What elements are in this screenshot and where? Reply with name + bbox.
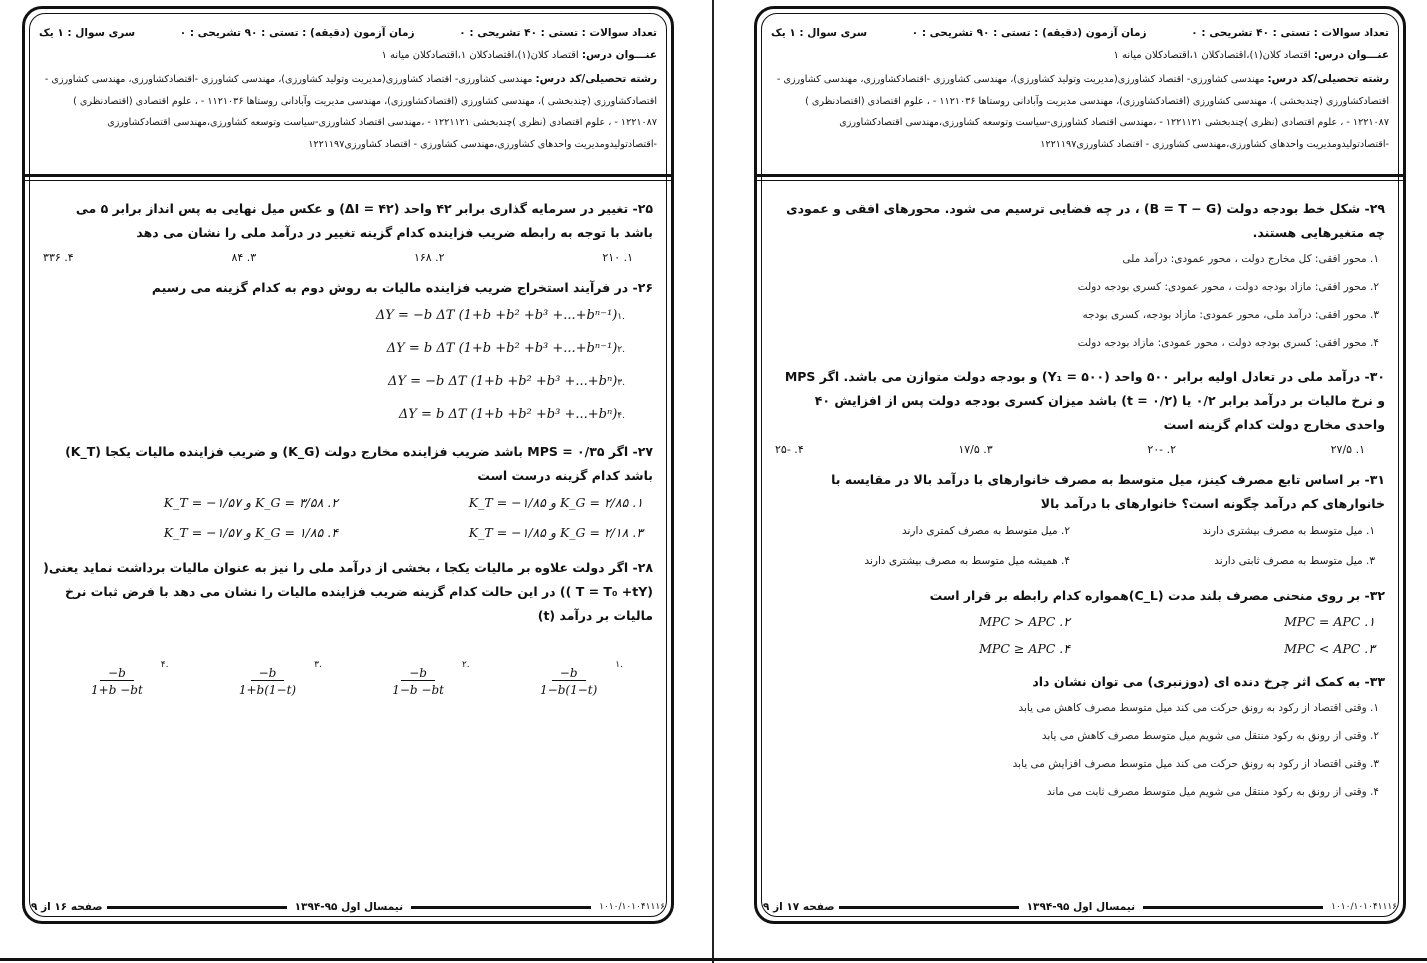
- semester-label: نیمسال اول ۹۵-۱۳۹۴: [294, 901, 404, 913]
- course-title-label: عنـــوان درس:: [1313, 49, 1389, 61]
- footer-bar: [411, 906, 591, 909]
- option[interactable]: ۲. ۱۶۸: [413, 251, 445, 264]
- exam-page-right: [754, 6, 1406, 924]
- exam-code: ۱۰۱۰/۱۰۱۰۴۱۱۱۶: [599, 902, 665, 912]
- header-row: [771, 27, 1389, 39]
- option[interactable]: ۲. K_G = ۳/۵۸ و K_T = −۱/۵۷: [163, 495, 338, 510]
- fraction-option[interactable]: [384, 660, 470, 697]
- semester-label: نیمسال اول ۹۵-۱۳۹۴: [1026, 901, 1136, 913]
- question-32: ۳۲- بر روی منحنی مصرف بلند مدت (C_L)همواره کدام رابطه بر قرار است: [929, 588, 1385, 603]
- option[interactable]: ۳. وقتی اقتصاد از رکود به رونق حرکت می کند میل متوسط مصرف افزایش می یابد: [1012, 758, 1379, 770]
- denominator: 1−b −bt: [392, 683, 444, 697]
- fields-label: رشته تحصیلی/کد درس:: [535, 73, 657, 85]
- equation-text: ΔY = b ΔT (1+b +b² +b³ +...+bⁿ⁻¹): [386, 341, 618, 356]
- option[interactable]: ۲. محور افقی: مازاد بودجه دولت ، محور عمودی: کسری بودجه دولت: [1077, 281, 1379, 293]
- numerator: −b: [100, 666, 134, 681]
- options-grid: [775, 608, 1385, 662]
- option-number: ۲.: [617, 345, 625, 355]
- exam-page-left: [22, 6, 674, 924]
- option[interactable]: ۴. ۳۳۶: [43, 251, 74, 264]
- option[interactable]: ۳. K_G = ۲/۱۸ و K_T = −۱/۸۵: [468, 525, 643, 540]
- option[interactable]: ۴. وقتی از رونق به رکود منتقل می شویم میل متوسط مصرف ثابت می ماند: [1046, 786, 1379, 798]
- page-number: صفحه ۱۶ از ۹: [31, 901, 103, 913]
- question-31: ۳۱- بر اساس تابع مصرف کینز، میل متوسط به مصرف خانوارهای با درآمد بالا در مقایسه با خانوارهای کم درآمد چگونه است؟ خانوارهای با درآمد بالا: [831, 472, 1385, 511]
- page-header: [25, 9, 671, 177]
- fraction: [231, 666, 304, 697]
- option[interactable]: ۳. ۱۷/۵: [958, 443, 993, 456]
- fraction-option[interactable]: [532, 660, 623, 697]
- fraction: [532, 666, 605, 697]
- exam-code: ۱۰۱۰/۱۰۱۰۴۱۱۱۶: [1331, 902, 1397, 912]
- option-number: ۳.: [314, 660, 322, 670]
- options-row: [43, 245, 653, 268]
- question-33: ۳۳- به کمک اثر چرخ دنده ای (دوزنبری) می توان نشان داد: [1032, 674, 1385, 689]
- equation-option[interactable]: [43, 300, 653, 333]
- equation-option[interactable]: [43, 333, 653, 366]
- option[interactable]: ۴. MPC ≥ APC: [979, 641, 1070, 656]
- question-27: ۲۷- اگر MPS = ۰/۳۵ باشد ضریب فزاینده مخارج دولت (K_G) و ضریب فزاینده مالیات یکجا (K_T) باشد کدام گزینه درست است: [65, 444, 653, 483]
- question-series: سری سوال : ۱ یک: [39, 27, 136, 39]
- footer-bar: [107, 906, 287, 909]
- option[interactable]: ۴. -۲۵: [775, 443, 804, 456]
- question-28: ۲۸- اگر دولت علاوه بر مالیات یکجا ، بخشی از درآمد ملی را نیز به عنوان مالیات برداشت نماید یعنی( (T = T₀ +tY )) در این حالت کدام گزینه ضریب فزاینده مالیات را نشان می دهد با فرض ثبات نرخ مالیات بر درآمد (t): [43, 560, 653, 623]
- equation-option[interactable]: [43, 399, 653, 432]
- header-row: [39, 27, 657, 39]
- option[interactable]: ۲. -۲۰: [1147, 443, 1177, 456]
- options-row: [775, 437, 1385, 460]
- denominator: 1+b(1−t): [238, 683, 297, 697]
- fields-text: مهندسی کشاورزی- اقتصاد کشاورزی(مدیریت وتولید کشاورزی)، مهندسی کشاورزی -اقتصادکشاورزی، مهندسی کشاورزی - اقتصادکشاورزی (چندبخشی )، مهندسی کشاورزی (اقتصادکشاورزی)، مهندسی مدیریت وآبادانی روستاها ۱۱۲۱۰۳۶ - ، علوم اقتصادی (اقتصادنظری ) ۱۲۲۱۰۸۷ - ، علوم اقتصادی (نظری )چندبخشی ۱۲۲۱۱۲۱ - ،مهندسی اقتصاد کشاورزی-سیاست وتوسعه کشاورزی،مهندسی اقتصادکشاورزی -اقتصادتولیدومدیریت واحدهای کشاورزی،مهندسی کشاورزی - اقتصاد کشاورزی۱۲۲۱۱۹۷: [44, 74, 657, 150]
- course-title: اقتصاد کلان(۱)،اقتصادکلان ۱،اقتصادکلان میانه ۱: [1113, 50, 1311, 61]
- exam-time: زمان آزمون (دقیقه) : تستی : ۹۰ تشریحی : ۰: [179, 27, 415, 39]
- equation-option[interactable]: [43, 366, 653, 399]
- options-grid: [43, 488, 653, 548]
- option[interactable]: ۳. محور افقی: درآمد ملی، محور عمودی: مازاد بودجه، کسری بودجه: [1082, 309, 1379, 321]
- fraction-options: [43, 628, 653, 697]
- equation-text: ΔY = −b ΔT (1+b +b² +b³ +...+bⁿ⁻¹): [375, 308, 618, 323]
- option[interactable]: ۱. میل متوسط به مصرف بیشتری دارند: [1202, 525, 1375, 537]
- course-title-label: عنـــوان درس:: [581, 49, 657, 61]
- numerator: −b: [552, 666, 586, 681]
- question-25: ۲۵- تغییر در سرمایه گذاری برابر ۴۲ واحد (ΔI = ۴۲) و عکس میل نهایی به پس انداز برابر ۵ می باشد با توجه به رابطه ضریب فزاینده کدام گزینه تغییر در درآمد ملی را نشان می دهد: [75, 201, 653, 240]
- option-number: ۴.: [617, 411, 625, 421]
- option[interactable]: ۲. MPC > APC: [979, 614, 1070, 629]
- fraction-option[interactable]: [83, 660, 169, 697]
- numerator: −b: [251, 666, 285, 681]
- question-series: سری سوال : ۱ یک: [771, 27, 868, 39]
- equation-text: ΔY = −b ΔT (1+b +b² +b³ +...+bⁿ): [387, 374, 618, 389]
- bottom-rule: [0, 958, 1427, 961]
- option[interactable]: ۳. ۸۴: [231, 251, 257, 264]
- option[interactable]: ۱. ۲۱۰: [602, 251, 633, 264]
- page-footer: [763, 897, 1397, 917]
- fields-row: [771, 69, 1389, 155]
- option[interactable]: ۱. محور افقی: کل مخارج دولت ، محور عمودی: درآمد ملی: [1122, 253, 1379, 265]
- option[interactable]: ۲. میل متوسط به مصرف کمتری دارند: [901, 525, 1070, 537]
- denominator: 1+b −bt: [91, 683, 143, 697]
- question-26: ۲۶- در فرآیند استخراج ضریب فزاینده مالیات به روش دوم به کدام گزینه می رسیم: [151, 280, 653, 295]
- option[interactable]: ۳. MPC < APC: [1284, 641, 1375, 656]
- option-number: ۲.: [461, 660, 470, 670]
- option[interactable]: ۱. K_G = ۲/۸۵ و K_T = −۱/۸۵: [468, 495, 643, 510]
- numerator: −b: [401, 666, 435, 681]
- option[interactable]: ۲. وقتی از رونق به رکود منتقل می شویم میل متوسط مصرف کاهش می یابد: [1041, 730, 1379, 742]
- page-number: صفحه ۱۷ از ۹: [763, 901, 835, 913]
- fraction-option[interactable]: [231, 660, 322, 697]
- fields-row: [39, 69, 657, 155]
- option[interactable]: ۳. میل متوسط به مصرف ثابتی دارند: [1214, 555, 1375, 567]
- question-count: تعداد سوالات : تستی : ۴۰ تشریحی : ۰: [1191, 27, 1389, 39]
- questions-body: [25, 177, 671, 697]
- option[interactable]: ۴. محور افقی: کسری بودجه دولت ، محور عمودی: مازاد بودجه دولت: [1077, 337, 1379, 349]
- page-footer: [31, 897, 665, 917]
- page-divider: [712, 0, 714, 963]
- exam-time: زمان آزمون (دقیقه) : تستی : ۹۰ تشریحی : ۰: [911, 27, 1147, 39]
- options-grid: [775, 516, 1385, 576]
- fraction: [83, 666, 151, 697]
- option-number: ۱.: [615, 660, 623, 670]
- option[interactable]: ۱. MPC = APC: [1284, 614, 1375, 629]
- course-title-row: [771, 49, 1389, 61]
- fields-label: رشته تحصیلی/کد درس:: [1267, 73, 1389, 85]
- question-29: ۲۹- شکل خط بودجه دولت (B = T − G) ، در چه فضایی ترسیم می شود. محورهای افقی و عمودی چه متغیرهایی هستند.: [786, 201, 1385, 240]
- fraction: [384, 666, 452, 697]
- footer-bar: [1143, 906, 1323, 909]
- option-number: ۴.: [160, 660, 169, 670]
- course-title: اقتصاد کلان(۱)،اقتصادکلان ۱،اقتصادکلان میانه ۱: [381, 50, 579, 61]
- option[interactable]: ۱. ۲۷/۵: [1330, 443, 1365, 456]
- denominator: 1−b(1−t): [540, 683, 598, 697]
- course-title-row: [39, 49, 657, 61]
- page-header: [757, 9, 1403, 177]
- option-number: ۱.: [617, 312, 625, 322]
- question-count: تعداد سوالات : تستی : ۴۰ تشریحی : ۰: [459, 27, 657, 39]
- option[interactable]: ۴. K_G = ۱/۸۵ و K_T = −۱/۵۷: [163, 525, 338, 540]
- option[interactable]: ۴. همیشه میل متوسط به مصرف بیشتری دارند: [864, 555, 1070, 567]
- option[interactable]: ۱. وقتی اقتصاد از رکود به رونق حرکت می کند میل متوسط مصرف کاهش می یابد: [1018, 702, 1379, 714]
- fields-text: مهندسی کشاورزی- اقتصاد کشاورزی(مدیریت وتولید کشاورزی)، مهندسی کشاورزی -اقتصادکشاورزی، مهندسی کشاورزی - اقتصادکشاورزی (چندبخشی )، مهندسی کشاورزی (اقتصادکشاورزی)، مهندسی مدیریت وآبادانی روستاها ۱۱۲۱۰۳۶ - ، علوم اقتصادی (اقتصادنظری ) ۱۲۲۱۰۸۷ - ، علوم اقتصادی (نظری )چندبخشی ۱۲۲۱۱۲۱ - ،مهندسی اقتصاد کشاورزی-سیاست وتوسعه کشاورزی،مهندسی اقتصادکشاورزی -اقتصادتولیدومدیریت واحدهای کشاورزی،مهندسی کشاورزی - اقتصاد کشاورزی۱۲۲۱۱۹۷: [776, 74, 1389, 150]
- option-number: ۳.: [617, 378, 625, 388]
- equation-text: ΔY = b ΔT (1+b +b² +b³ +...+bⁿ): [398, 407, 618, 422]
- questions-body: [757, 177, 1403, 806]
- question-30: ۳۰- درآمد ملی در تعادل اولیه برابر ۵۰۰ واحد (Y₁ = ۵۰۰) و بودجه دولت متوازن می باشد. اگر MPS و نرخ مالیات بر درآمد برابر ۰/۲ یا (t = ۰/۲) باشد میزان کسری بودجه دولت پس از افزایش ۴۰ واحدی مخارج دولت کدام گزینه است: [784, 369, 1385, 432]
- footer-bar: [839, 906, 1019, 909]
